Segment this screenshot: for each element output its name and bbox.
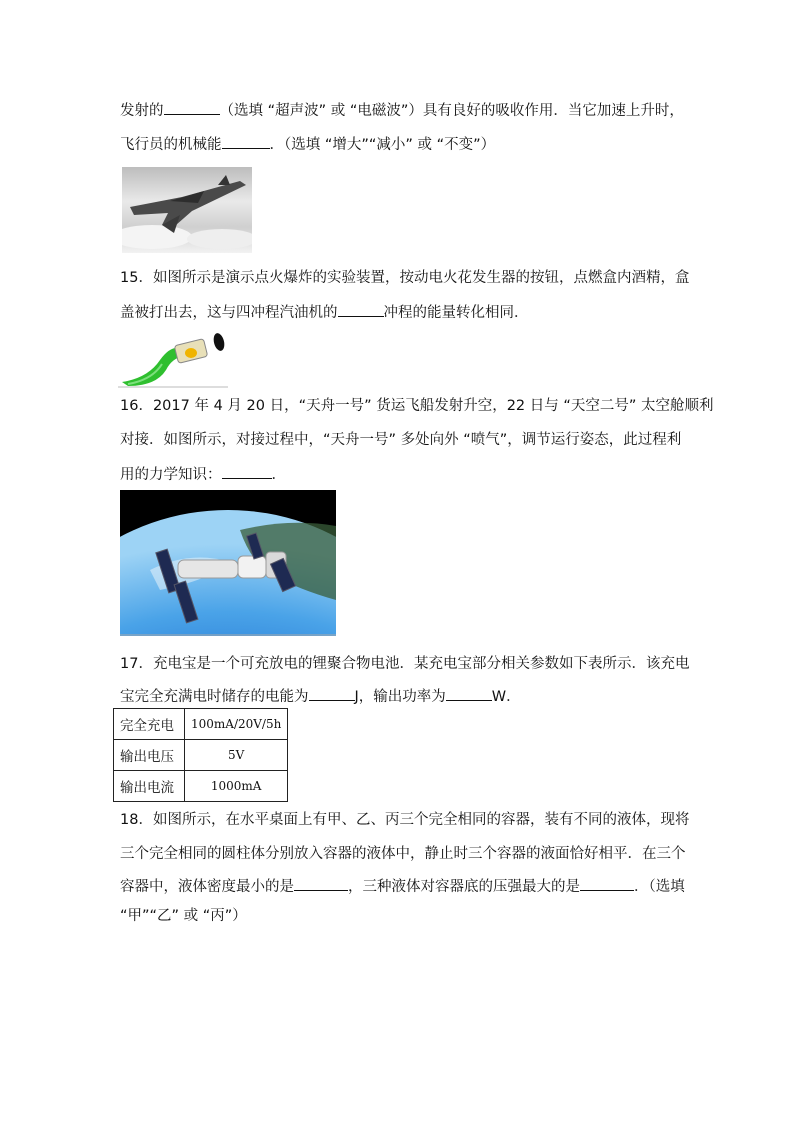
q17-text-c: W． <box>491 689 521 705</box>
table-row <box>114 740 288 771</box>
q16-line-2: 对接．如图所示，对接过程中，“天舟一号” 多处向外 “喷气”，调节运行姿态，此过程利 <box>120 432 682 448</box>
table-cell-label: 输出电压 <box>114 740 185 771</box>
q17-text-b: J，输出功率为 <box>354 689 446 705</box>
answer-blank[interactable] <box>222 134 270 149</box>
answer-blank[interactable] <box>580 876 634 891</box>
q16-line-3 <box>120 464 286 485</box>
ignition-apparatus-figure <box>118 328 228 388</box>
q18-text-c: ．（选填 <box>634 879 685 895</box>
q16-text-b: ． <box>271 467 286 483</box>
answer-blank[interactable] <box>338 302 384 317</box>
space-station-figure <box>120 490 336 636</box>
table-row <box>114 709 288 740</box>
q15-line-2 <box>120 302 529 323</box>
fighter-jet-figure <box>122 167 252 253</box>
q17-line-1: 17．充电宝是一个可充放电的锂聚合物电池．某充电宝部分相关参数如下表所示．该充电 <box>120 656 690 672</box>
q18-line-1: 18．如图所示，在水平桌面上有甲、乙、丙三个完全相同的容器，装有不同的液体，现将 <box>120 812 690 828</box>
q14-text-d: ．（选填 “增大”“减小” 或 “不变”） <box>269 137 496 153</box>
power-bank-parameters-table <box>113 708 288 802</box>
table-row <box>114 771 288 802</box>
table-cell-label: 完全充电 <box>114 709 185 740</box>
q14-line-1 <box>120 100 684 121</box>
q17-line-2 <box>120 686 521 707</box>
q16-text-a: 用的力学知识： <box>120 467 222 483</box>
q14-text-b: （选填 “超声波” 或 “电磁波”）具有良好的吸收作用．当它加速上升时， <box>219 103 684 119</box>
q18-line-4: “甲”“乙” 或 “丙”） <box>120 908 247 924</box>
answer-blank[interactable] <box>222 464 272 479</box>
q14-text-a: 发射的 <box>120 103 164 119</box>
q18-text-b: ，三种液体对容器底的压强最大的是 <box>348 879 580 895</box>
answer-blank[interactable] <box>446 686 492 701</box>
q17-text-a: 宝完全充满电时储存的电能为 <box>120 689 309 705</box>
q14-text-c: 飞行员的机械能 <box>120 137 222 153</box>
q15-text-a: 盖被打出去，这与四冲程汽油机的 <box>120 305 338 321</box>
q18-text-a: 容器中，液体密度最小的是 <box>120 879 294 895</box>
table-cell-label: 输出电流 <box>114 771 185 802</box>
q15-line-1: 15．如图所示是演示点火爆炸的实验装置，按动电火花发生器的按钮，点燃盒内酒精，盒 <box>120 270 690 286</box>
fighter-jet-image <box>122 167 252 253</box>
table-cell-value: 5V <box>185 740 288 771</box>
q18-line-2: 三个完全相同的圆柱体分别放入容器的液体中，静止时三个容器的液面恰好相平．在三个 <box>120 846 686 862</box>
answer-blank[interactable] <box>294 876 348 891</box>
q14-line-2 <box>120 134 495 155</box>
ignition-apparatus-image <box>118 328 228 388</box>
q16-line-1: 16．2017 年 4 月 20 日，“天舟一号” 货运飞船发射升空，22 日与 “天空二号” 太空舱顺利 <box>120 398 714 414</box>
answer-blank[interactable] <box>164 100 220 115</box>
q15-text-b: 冲程的能量转化相同． <box>383 305 529 321</box>
space-station-image <box>120 490 336 636</box>
q18-line-3 <box>120 876 685 897</box>
table-cell-value: 100mA/20V/5h <box>185 709 288 740</box>
table-cell-value: 1000mA <box>185 771 288 802</box>
answer-blank[interactable] <box>309 686 355 701</box>
